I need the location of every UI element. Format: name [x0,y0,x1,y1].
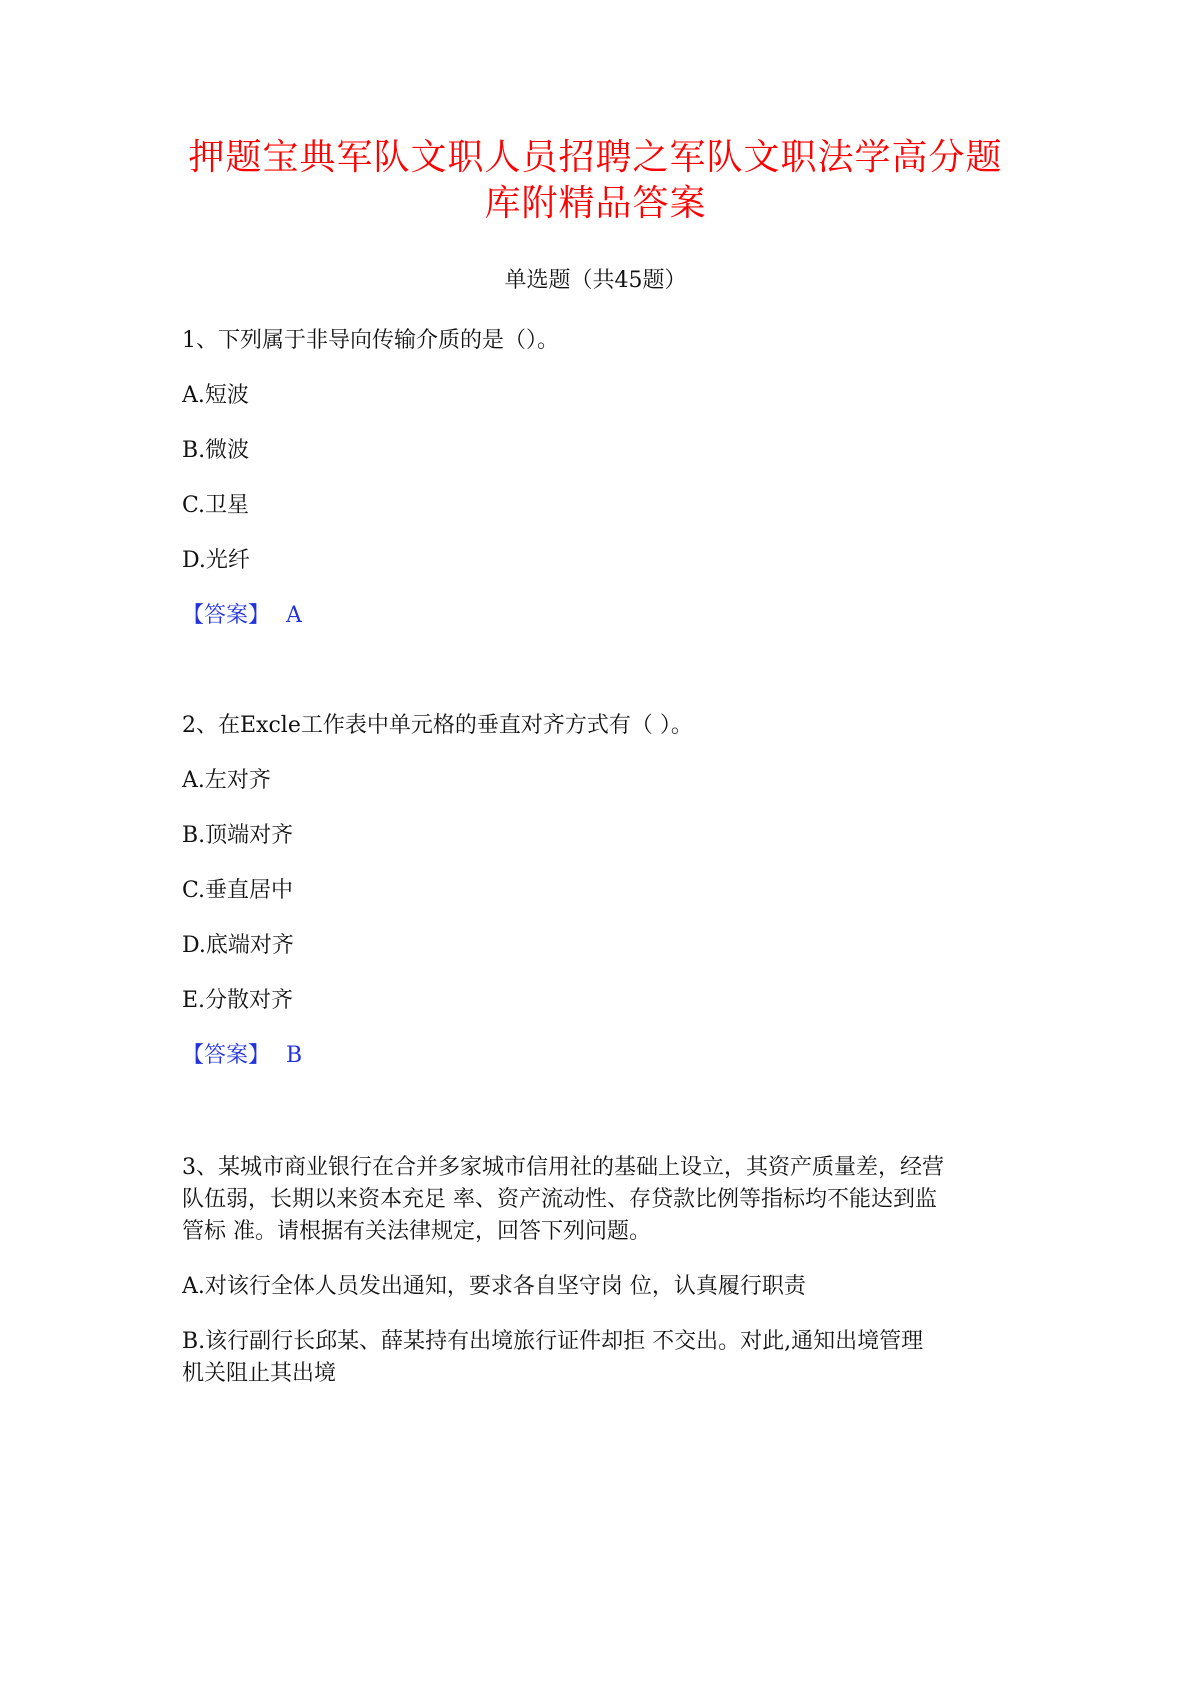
question-1-option-d: D.光纤 [182,548,250,573]
question-2-option-b: B.顶端对齐 [182,823,294,848]
answer-value: B [286,1043,303,1068]
question-2-option-c: C.垂直居中 [182,878,294,903]
question-2-answer [182,1041,1022,1071]
question-2-option-d: D.底端对齐 [182,933,294,958]
question-3-stem-line-2: 队伍弱，长期以来资本充足 率、资产流动性、存贷款比例等指标均不能达到监 [182,1187,937,1212]
question-3-option-b-line-1: B.该行副行长邱某、薛某持有出境旅行证件却拒 不交出。对此,通知出境管理 [182,1329,924,1354]
answer-label: 【答案】 [182,603,271,628]
question-2-option-a: A.左对齐 [182,768,271,793]
question-1-option-a: A.短波 [182,383,249,408]
answer-value: A [286,603,302,628]
question-1-option-c: C.卫星 [182,493,250,518]
question-3-stem-line-1: 3、某城市商业银行在合并多家城市信用社的基础上设立，其资产质量差，经营 [182,1155,944,1180]
question-3-option-a: A.对该行全体人员发出通知，要求各自坚守岗 位，认真履行职责 [182,1274,806,1299]
question-1-option-b: B.微波 [182,438,250,463]
question-3-stem-line-3: 管标 准。请根据有关法律规定，回答下列问题。 [182,1219,651,1244]
document-title-line-2: 库附精品答案 [484,183,707,224]
question-2-stem: 2、在Excle工作表中单元格的垂直对齐方式有（ ）。 [182,713,693,738]
question-1-answer [182,601,1022,631]
document-title-line-1: 押题宝典军队文职人员招聘之军队文职法学高分题 [188,137,1003,178]
answer-label: 【答案】 [182,1043,271,1068]
question-1-stem: 1、下列属于非导向传输介质的是（）。 [182,328,559,353]
question-3-option-b-line-2: 机关阻止其出境 [182,1361,337,1386]
section-heading: 单选题（共45题） [504,268,687,293]
question-2-option-e: E.分散对齐 [182,988,294,1013]
